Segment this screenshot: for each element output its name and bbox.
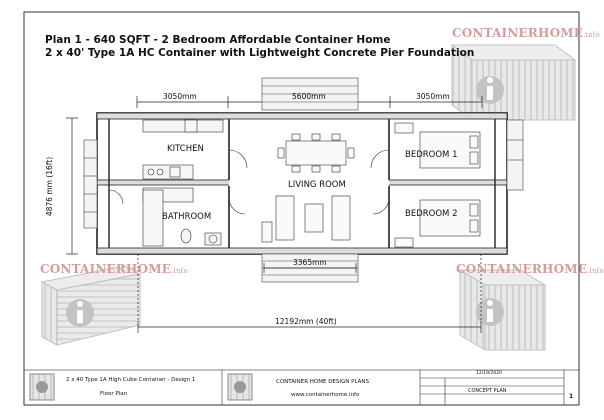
watermark-suffix: .info [587,267,604,275]
titleblock-drawing-name: 2 x 40 Type 1A High Cube Container - Design 1 [66,377,196,383]
dim-center-bay: 5600mm [292,92,326,101]
watermark-brand-text: CONTAINERHOME [40,262,172,276]
watermark-brand-left [40,262,188,276]
title-block-thumbnail-left [30,374,54,400]
watermark-brand-top [452,26,600,40]
plan-title-line2: 2 x 40' Type 1A HC Container with Lightweight Concrete Pier Foundation [45,47,475,59]
watermark-brand-right [456,262,604,276]
watermark-suffix: .info [171,267,188,275]
right-side-steps [507,120,523,190]
titleblock-date: 12/19/2020 [476,371,502,376]
watermark-container-bottom-left [42,266,140,345]
title-block-thumbnail-center [228,374,252,400]
watermark-brand-text: CONTAINERHOME [456,262,588,276]
room-label-bedroom-2: BEDROOM 2 [405,209,458,219]
dim-right-bay: 3050mm [416,92,450,101]
watermark-brand-text: CONTAINERHOME [452,26,584,40]
room-label-bathroom: BATHROOM [162,212,212,222]
dim-overall: 12192mm (40ft) [275,317,337,326]
height-dimension-line [66,118,78,254]
titleblock-sheet-number: 1 [569,393,574,400]
titleblock-website: www.containerhome.info [291,392,360,398]
titleblock-stage: CONCEPT PLAN [468,388,507,394]
plan-title-line1: Plan 1 - 640 SQFT - 2 Bedroom Affordable Container Home [45,34,391,46]
titleblock-drawing-type: Floor Plan [100,391,128,397]
watermark-suffix: .info [583,31,600,39]
dim-left-bay: 3050mm [163,92,197,101]
dim-height: 4876 mm (16ft) [45,156,55,217]
titleblock-company: CONTAINER HOME DESIGN PLANS [276,379,370,385]
left-side-steps [84,140,97,228]
room-label-living: LIVING ROOM [288,180,346,190]
watermark-container-bottom-right [460,270,545,350]
room-label-kitchen: KITCHEN [167,144,204,154]
room-label-bedroom-1: BEDROOM 1 [405,150,458,160]
dim-stair: 3365mm [293,258,327,267]
